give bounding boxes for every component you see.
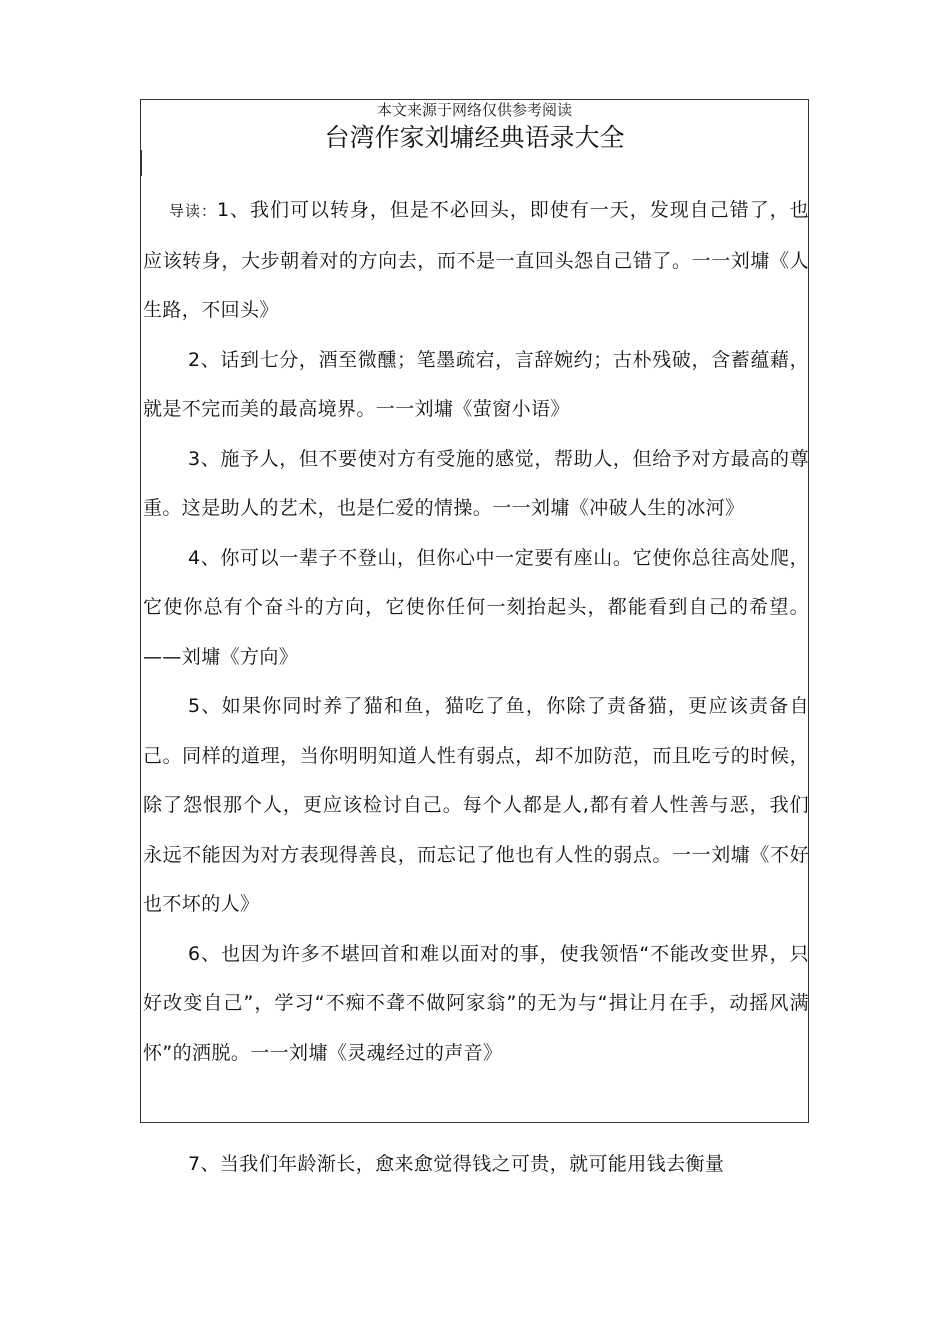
- intro-paragraph: [143, 186, 809, 336]
- quote-paragraph: 5、如果你同时养了猫和鱼，猫吃了鱼，你除了责备猫，更应该责备自己。同样的道理，当你明明知道人性有弱点，却不加防范，而且吃亏的时候，除了怨恨那个人，更应该检讨自己。每个人都是人,都有着人性善与恶，我们永远不能因为对方表现得善良，而忘记了他也有人性的弱点。一一刘墉《不好也不坏的人》: [143, 695, 809, 915]
- page-title: 台湾作家刘墉经典语录大全: [324, 123, 625, 152]
- intro-text: 1、我们可以转身，但是不必回头，即使有一天，发现自己错了，也应该转身，大步朝着对的方向去，而不是一直回头怨自己错了。一一刘墉《人生路，不回头》: [143, 199, 810, 321]
- source-notice: 本文来源于网络仅供参考阅读: [376, 101, 572, 119]
- quote-paragraph: 2、话到七分，酒至微醺；笔墨疏宕，言辞婉约；古朴残破，含蓄蕴藉，就是不完而美的最高境界。一一刘墉《萤窗小语》: [143, 348, 809, 420]
- quote-paragraph: 4、你可以一辈子不登山，但你心中一定要有座山。它使你总往高处爬，它使你总有个奋斗的方向，它使你任何一刻抬起头，都能看到自己的希望。——刘墉《方向》: [143, 546, 809, 668]
- quote-paragraph: 6、也因为许多不堪回首和难以面对的事，使我领悟“不能改变世界，只好改变自己”，学习“不痴不聋不做阿家翁”的无为与“揖让月在手，动摇风满怀”的洒脱。一一刘墉《灵魂经过的声音》: [143, 942, 809, 1064]
- quote-list: [143, 186, 809, 1078]
- intro-label: 导读：: [169, 202, 217, 220]
- trailing-paragraph: 7、当我们年龄渐长，愈来愈觉得钱之可贵，就可能用钱去衡量: [188, 1153, 725, 1175]
- quote-paragraph: 3、施予人，但不要使对方有受施的感觉，帮助人，但给予对方最高的尊重。这是助人的艺术，也是仁爱的情操。一一刘墉《冲破人生的冰河》: [143, 447, 809, 519]
